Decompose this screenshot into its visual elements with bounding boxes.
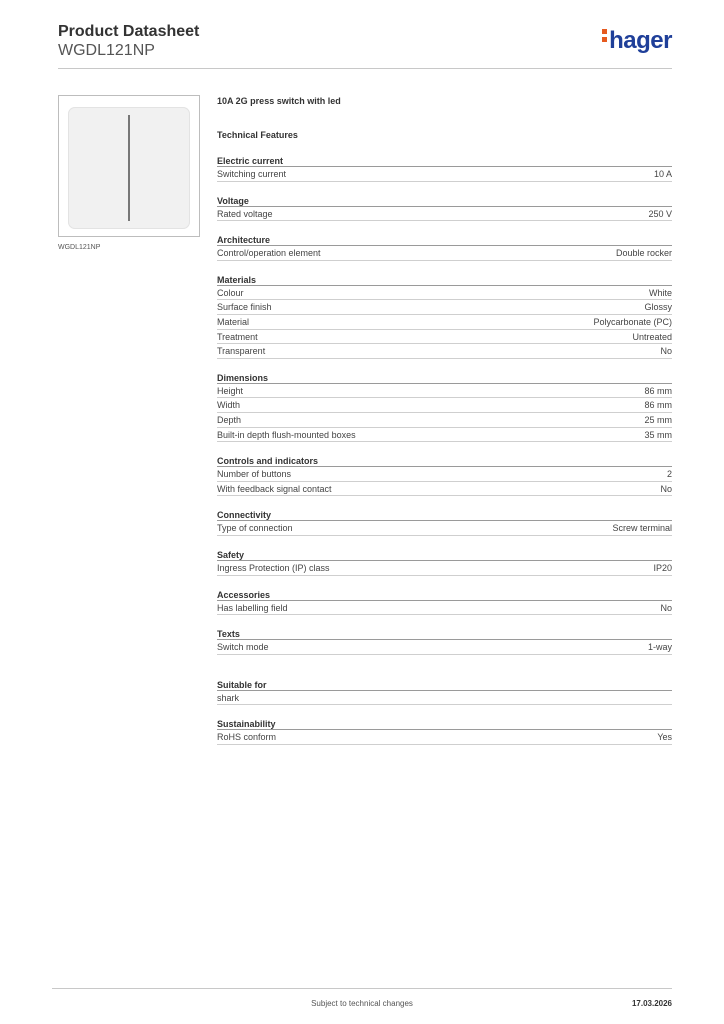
rocker-divider [128, 115, 130, 221]
feature-row [217, 428, 672, 443]
feature-row [217, 521, 672, 536]
feature-section [217, 589, 672, 616]
feature-label: Built-in depth flush-mounted boxes [217, 429, 356, 440]
feature-label: Ingress Protection (IP) class [217, 562, 330, 573]
feature-row [217, 467, 672, 482]
hager-logo [602, 28, 672, 54]
feature-sections [217, 155, 672, 745]
feature-label: Surface finish [217, 302, 272, 313]
footer-note: Subject to technical changes [311, 999, 413, 1008]
technical-content [217, 96, 672, 745]
feature-section [217, 155, 672, 182]
feature-value: Untreated [632, 331, 672, 342]
product-image [58, 95, 200, 237]
section-title: Connectivity [217, 509, 672, 521]
feature-value: No [660, 483, 672, 494]
feature-value: 25 mm [644, 414, 672, 425]
page-footer [52, 988, 672, 1012]
feature-label: Switching current [217, 169, 287, 179]
feature-row [217, 286, 672, 301]
feature-value: 86 mm [644, 400, 672, 411]
feature-section [217, 372, 672, 442]
feature-section [217, 509, 672, 536]
feature-row [217, 640, 672, 655]
technical-features-heading: Technical Features [217, 130, 298, 140]
feature-row [217, 384, 672, 399]
feature-value: Glossy [644, 302, 672, 313]
feature-label: Height [217, 385, 244, 396]
section-title: Safety [217, 549, 672, 561]
feature-section [217, 274, 672, 359]
feature-row [217, 167, 672, 182]
feature-row [217, 398, 672, 413]
feature-row [217, 207, 672, 222]
feature-section [217, 234, 672, 261]
image-caption: WGDL121NP [58, 244, 101, 251]
feature-label: Number of buttons [217, 469, 292, 480]
feature-value: Polycarbonate (PC) [593, 316, 672, 327]
switch-plate-icon [68, 107, 190, 229]
feature-value: Double rocker [615, 248, 672, 259]
section-title: Materials [217, 274, 672, 286]
feature-row [217, 413, 672, 428]
feature-value: 10 A [653, 169, 672, 179]
feature-row [217, 691, 672, 706]
feature-value: 250 V [648, 208, 672, 219]
feature-row [217, 482, 672, 497]
feature-value: No [660, 346, 672, 357]
feature-value: 2 [666, 469, 672, 480]
feature-section [217, 455, 672, 496]
logo-dots-icon [602, 29, 608, 45]
section-title: Texts [217, 628, 672, 640]
feature-section [217, 718, 672, 745]
section-title: Sustainability [217, 718, 672, 730]
feature-row [217, 601, 672, 616]
section-title: Suitable for [217, 679, 672, 691]
feature-value: 35 mm [644, 429, 672, 440]
feature-label: Control/operation element [217, 248, 321, 259]
feature-value: IP20 [653, 562, 672, 573]
feature-row [217, 344, 672, 359]
feature-section [217, 628, 672, 655]
section-title: Dimensions [217, 372, 672, 384]
page-header [58, 22, 672, 69]
section-title: Architecture [217, 234, 672, 246]
logo-text: hager [609, 27, 672, 54]
feature-value: No [660, 602, 672, 613]
feature-row [217, 730, 672, 745]
feature-row [217, 246, 672, 261]
feature-value: White [648, 287, 672, 298]
feature-label: Type of connection [217, 523, 293, 534]
document-title: Product Datasheet [58, 23, 200, 40]
feature-label: Width [217, 400, 241, 411]
feature-label: Treatment [217, 331, 258, 342]
feature-section [217, 679, 672, 706]
feature-label: Depth [217, 414, 242, 425]
feature-label: RoHS conform [217, 732, 277, 743]
feature-label: shark [217, 692, 240, 703]
feature-label: Material [217, 316, 250, 327]
section-title: Voltage [217, 195, 672, 207]
footer-date: 17.03.2026 [631, 999, 672, 1008]
section-title: Electric current [217, 155, 672, 167]
feature-section [217, 549, 672, 576]
feature-label: Colour [217, 287, 244, 298]
feature-label: With feedback signal contact [217, 483, 332, 494]
feature-value: 1-way [647, 642, 672, 653]
feature-row [217, 330, 672, 345]
feature-label: Switch mode [217, 642, 269, 653]
feature-value: Screw terminal [612, 523, 672, 534]
document-subtitle: WGDL121NP [58, 42, 155, 59]
feature-label: Has labelling field [217, 602, 288, 613]
product-name: 10A 2G press switch with led [217, 96, 341, 106]
feature-label: Rated voltage [217, 208, 273, 219]
feature-label: Transparent [217, 346, 266, 357]
feature-value: Yes [657, 732, 672, 743]
section-title: Controls and indicators [217, 455, 672, 467]
feature-row [217, 315, 672, 330]
feature-row [217, 300, 672, 315]
feature-row [217, 561, 672, 576]
feature-value: 86 mm [644, 385, 672, 396]
feature-section [217, 195, 672, 222]
section-title: Accessories [217, 589, 672, 601]
